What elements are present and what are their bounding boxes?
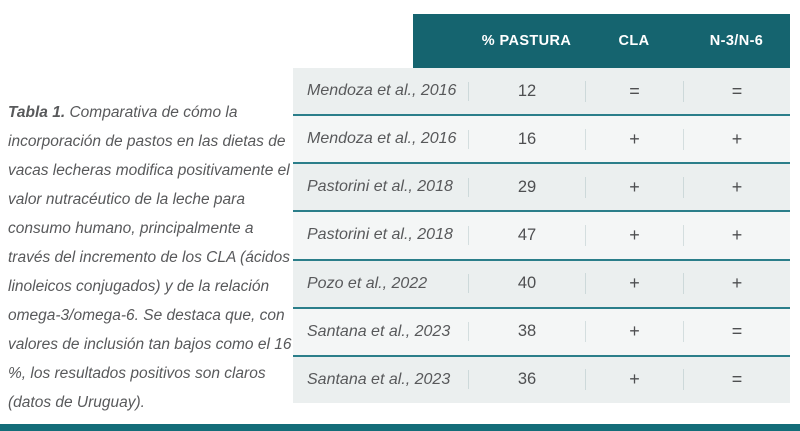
table-row (293, 355, 790, 403)
table-caption (8, 98, 300, 417)
caption-text: Comparativa de cómo la incorporación de pastos en las dietas de vacas lecheras modifica positivamente el valor nutracéutico de la leche para consumo humano, principalmente a través del incremento de los CLA (ácidos linoleicos conjugados) y de la relación omega-3/omega-6. Se destaca que, con valores de inclusión tan bajos como el 16 %, los resultados positivos son claros (datos de Uruguay). (8, 104, 292, 411)
n3n6-cell: = (683, 321, 790, 342)
study-cell: Mendoza et al., 2016 (307, 130, 457, 148)
study-cell: Santana et al., 2023 (307, 322, 451, 340)
n3n6-cell: = (683, 369, 790, 390)
study-cell: Santana et al., 2023 (307, 370, 451, 388)
column-header-n3n6: N-3/N-6 (709, 33, 764, 49)
column-header-pastura: % PASTURA (481, 33, 572, 49)
study-cell: Pozo et al., 2022 (307, 274, 428, 292)
table-header (413, 14, 790, 68)
n3n6-cell: + (683, 177, 790, 198)
pastura-cell: 47 (468, 226, 585, 245)
table-row (293, 162, 790, 210)
caption-label: Tabla 1. (8, 104, 66, 121)
study-cell: Pastorini et al., 2018 (307, 226, 453, 244)
pastura-cell: 16 (468, 130, 585, 149)
cla-cell: = (585, 81, 683, 102)
n3n6-cell: + (683, 129, 790, 150)
data-table (293, 14, 790, 403)
table-row (293, 114, 790, 162)
cla-cell: + (585, 129, 683, 150)
cla-cell: + (585, 369, 683, 390)
pastura-cell: 40 (468, 274, 585, 293)
cla-cell: + (585, 321, 683, 342)
cla-cell: + (585, 225, 683, 246)
column-header-cla: CLA (618, 33, 650, 49)
pastura-cell: 36 (468, 370, 585, 389)
table-row (293, 307, 790, 355)
study-cell: Mendoza et al., 2016 (307, 82, 457, 100)
pastura-cell: 29 (468, 178, 585, 197)
table-row (293, 210, 790, 258)
cla-cell: + (585, 273, 683, 294)
study-cell: Pastorini et al., 2018 (307, 178, 453, 196)
n3n6-cell: = (683, 81, 790, 102)
table-row (293, 68, 790, 114)
pastura-cell: 12 (468, 82, 585, 101)
n3n6-cell: + (683, 225, 790, 246)
pastura-cell: 38 (468, 322, 585, 341)
n3n6-cell: + (683, 273, 790, 294)
table-row (293, 259, 790, 307)
bottom-accent-bar (0, 424, 800, 431)
cla-cell: + (585, 177, 683, 198)
table-body (293, 68, 790, 403)
